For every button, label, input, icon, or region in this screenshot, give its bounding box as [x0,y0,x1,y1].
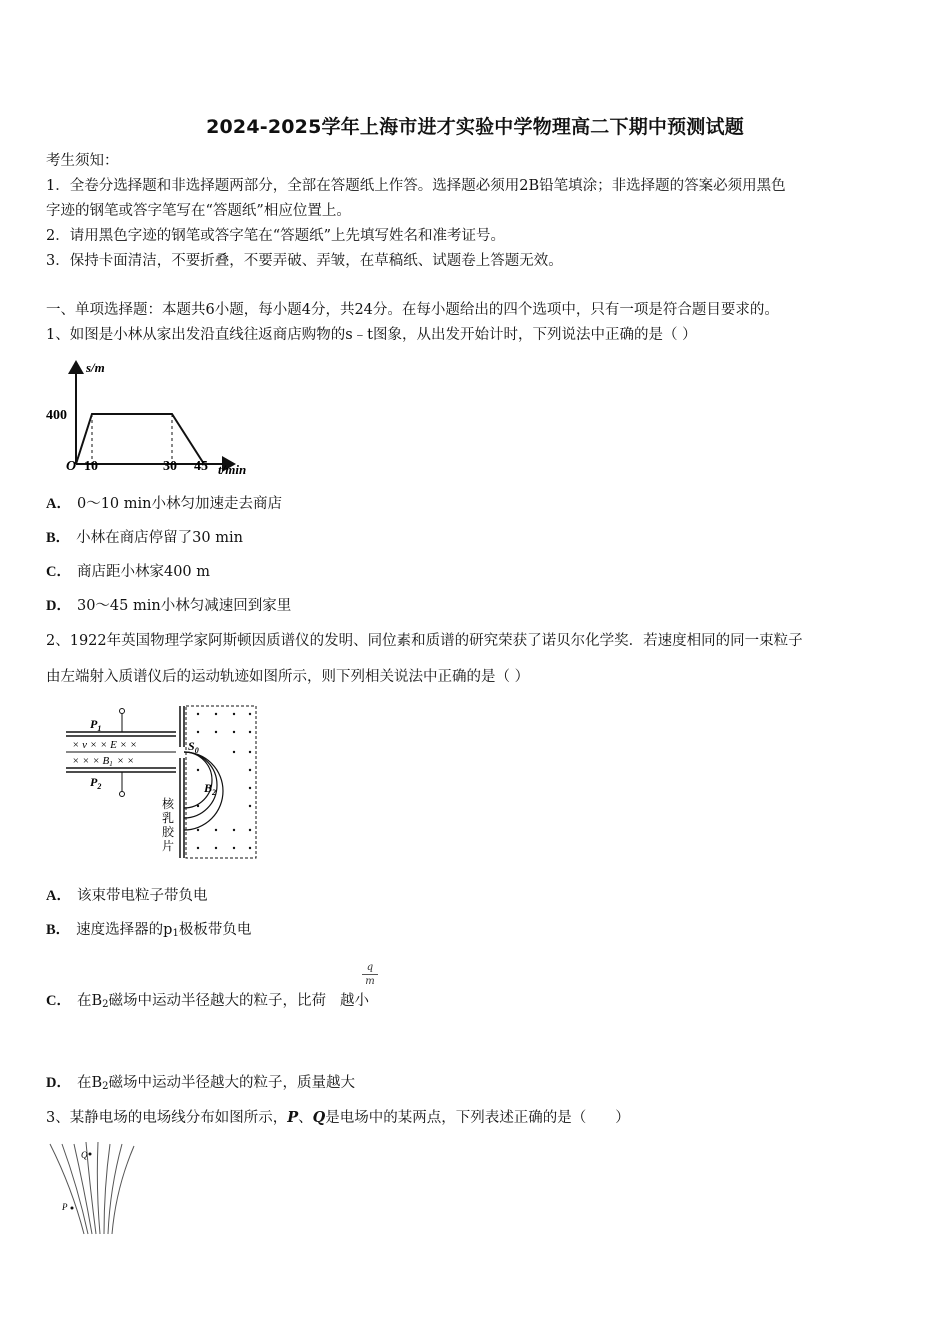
q2-option-b[interactable]: B． 速度选择器的$p_1$极板带负电 [46,922,252,939]
q1-option-a[interactable]: A． 0～10 min小林匀加速走去商店 [46,496,282,512]
st-curve [76,414,204,464]
q2-stem-line-2: 由左端射入质谱仪后的运动轨迹如图所示，则下列相关说法中正确的是（ ） [46,669,530,685]
notice-item-1-cont: 字迹的钢笔或答字笔写在“答题纸”相应位置上。 [46,203,351,219]
fig-p-label: P [62,1202,68,1212]
fig-q-label: Q [81,1150,88,1160]
field-line-4 [86,1142,96,1234]
page-title: 2024-2025学年上海市进才实验中学物理高二下期中预测试题 [206,116,744,138]
plate-label-2: 乳 [162,811,175,825]
section-heading: 一、单项选择题：本题共6小题，每小题4分，共24分。在每小题给出的四个选项中，只有一项是符合题目要求的。 [46,302,779,318]
notice-item-2: 2．请用黑色字迹的钢笔或答字笔在“答题纸”上先填写姓名和准考证号。 [46,228,506,244]
plate-label-4: 片 [162,839,175,853]
q1-option-b[interactable]: B． 小林在商店停留了30 min [46,530,243,546]
x-tick-30: 30 [163,459,177,474]
q2-option-d[interactable]: D． 在$B_2$磁场中运动半径越大的粒子，质量越大 [46,1075,356,1092]
notice-heading: 考生须知： [46,153,119,169]
notice-item-3: 3．保持卡面清洁，不要折叠，不要弄破、弄皱，在草稿纸、试题卷上答题无效。 [46,253,563,269]
field-line-8 [112,1146,134,1234]
q1-option-d[interactable]: D． 30～45 min小林匀减速回到家里 [46,598,292,614]
q1-option-c[interactable]: C． 商店距小林家400 m [46,564,211,580]
x-tick-45: 45 [194,459,208,474]
field-row-top: × v × × E × × [72,739,138,751]
x-tick-10: 10 [84,459,98,474]
q3-field-lines-figure [44,1138,144,1238]
q2-mass-spectrometer-figure [58,702,263,862]
x-tick-origin: O [66,459,77,474]
q2-option-c[interactable]: C． 在$B_2$磁场中运动半径越大的粒子，比荷 越小 [46,993,370,1010]
q1-st-graph [44,350,264,480]
q1-stem: 1、如图是小林从家出发沿直线往返商店购物的s﹣t图象，从出发开始计时，下列说法中正确的是（ ） [46,327,697,343]
field-row-bottom: × × × B1 × × [72,755,135,768]
b2-label: $B_2$ [204,781,217,797]
notice-item-1: 1．全卷分选择题和非选择题两部分，全部在答题纸上作答。选择题必须用2B铅笔填涂；非选择题的答案必须用黑色 [46,178,786,194]
q2-option-c-fraction: q m [360,962,380,987]
q2-stem-line-1: 2、1922年英国物理学家阿斯顿因质谱仪的发明、同位素和质谱的研究荣获了诺贝尔化学奖．若速度相同的同一束粒子 [46,633,803,649]
y-axis-label: s/m [86,360,105,375]
plate-label-3: 胶 [162,825,175,839]
x-axis-label: t/min [218,462,247,477]
plate-label-1: 核 [162,797,175,811]
p1-label: $P_1$ [90,717,102,733]
p2-label: $P_2$ [90,775,102,791]
q3-stem: 3、某静电场的电场线分布如图所示，P、Q是电场中的某两点，下列表述正确的是（ ） [46,1109,630,1126]
field-line-5 [97,1142,100,1234]
q2-option-a[interactable]: A． 该束带电粒子带负电 [46,888,208,904]
s0-label: $S_0$ [188,739,199,755]
y-tick-400: 400 [46,408,67,423]
